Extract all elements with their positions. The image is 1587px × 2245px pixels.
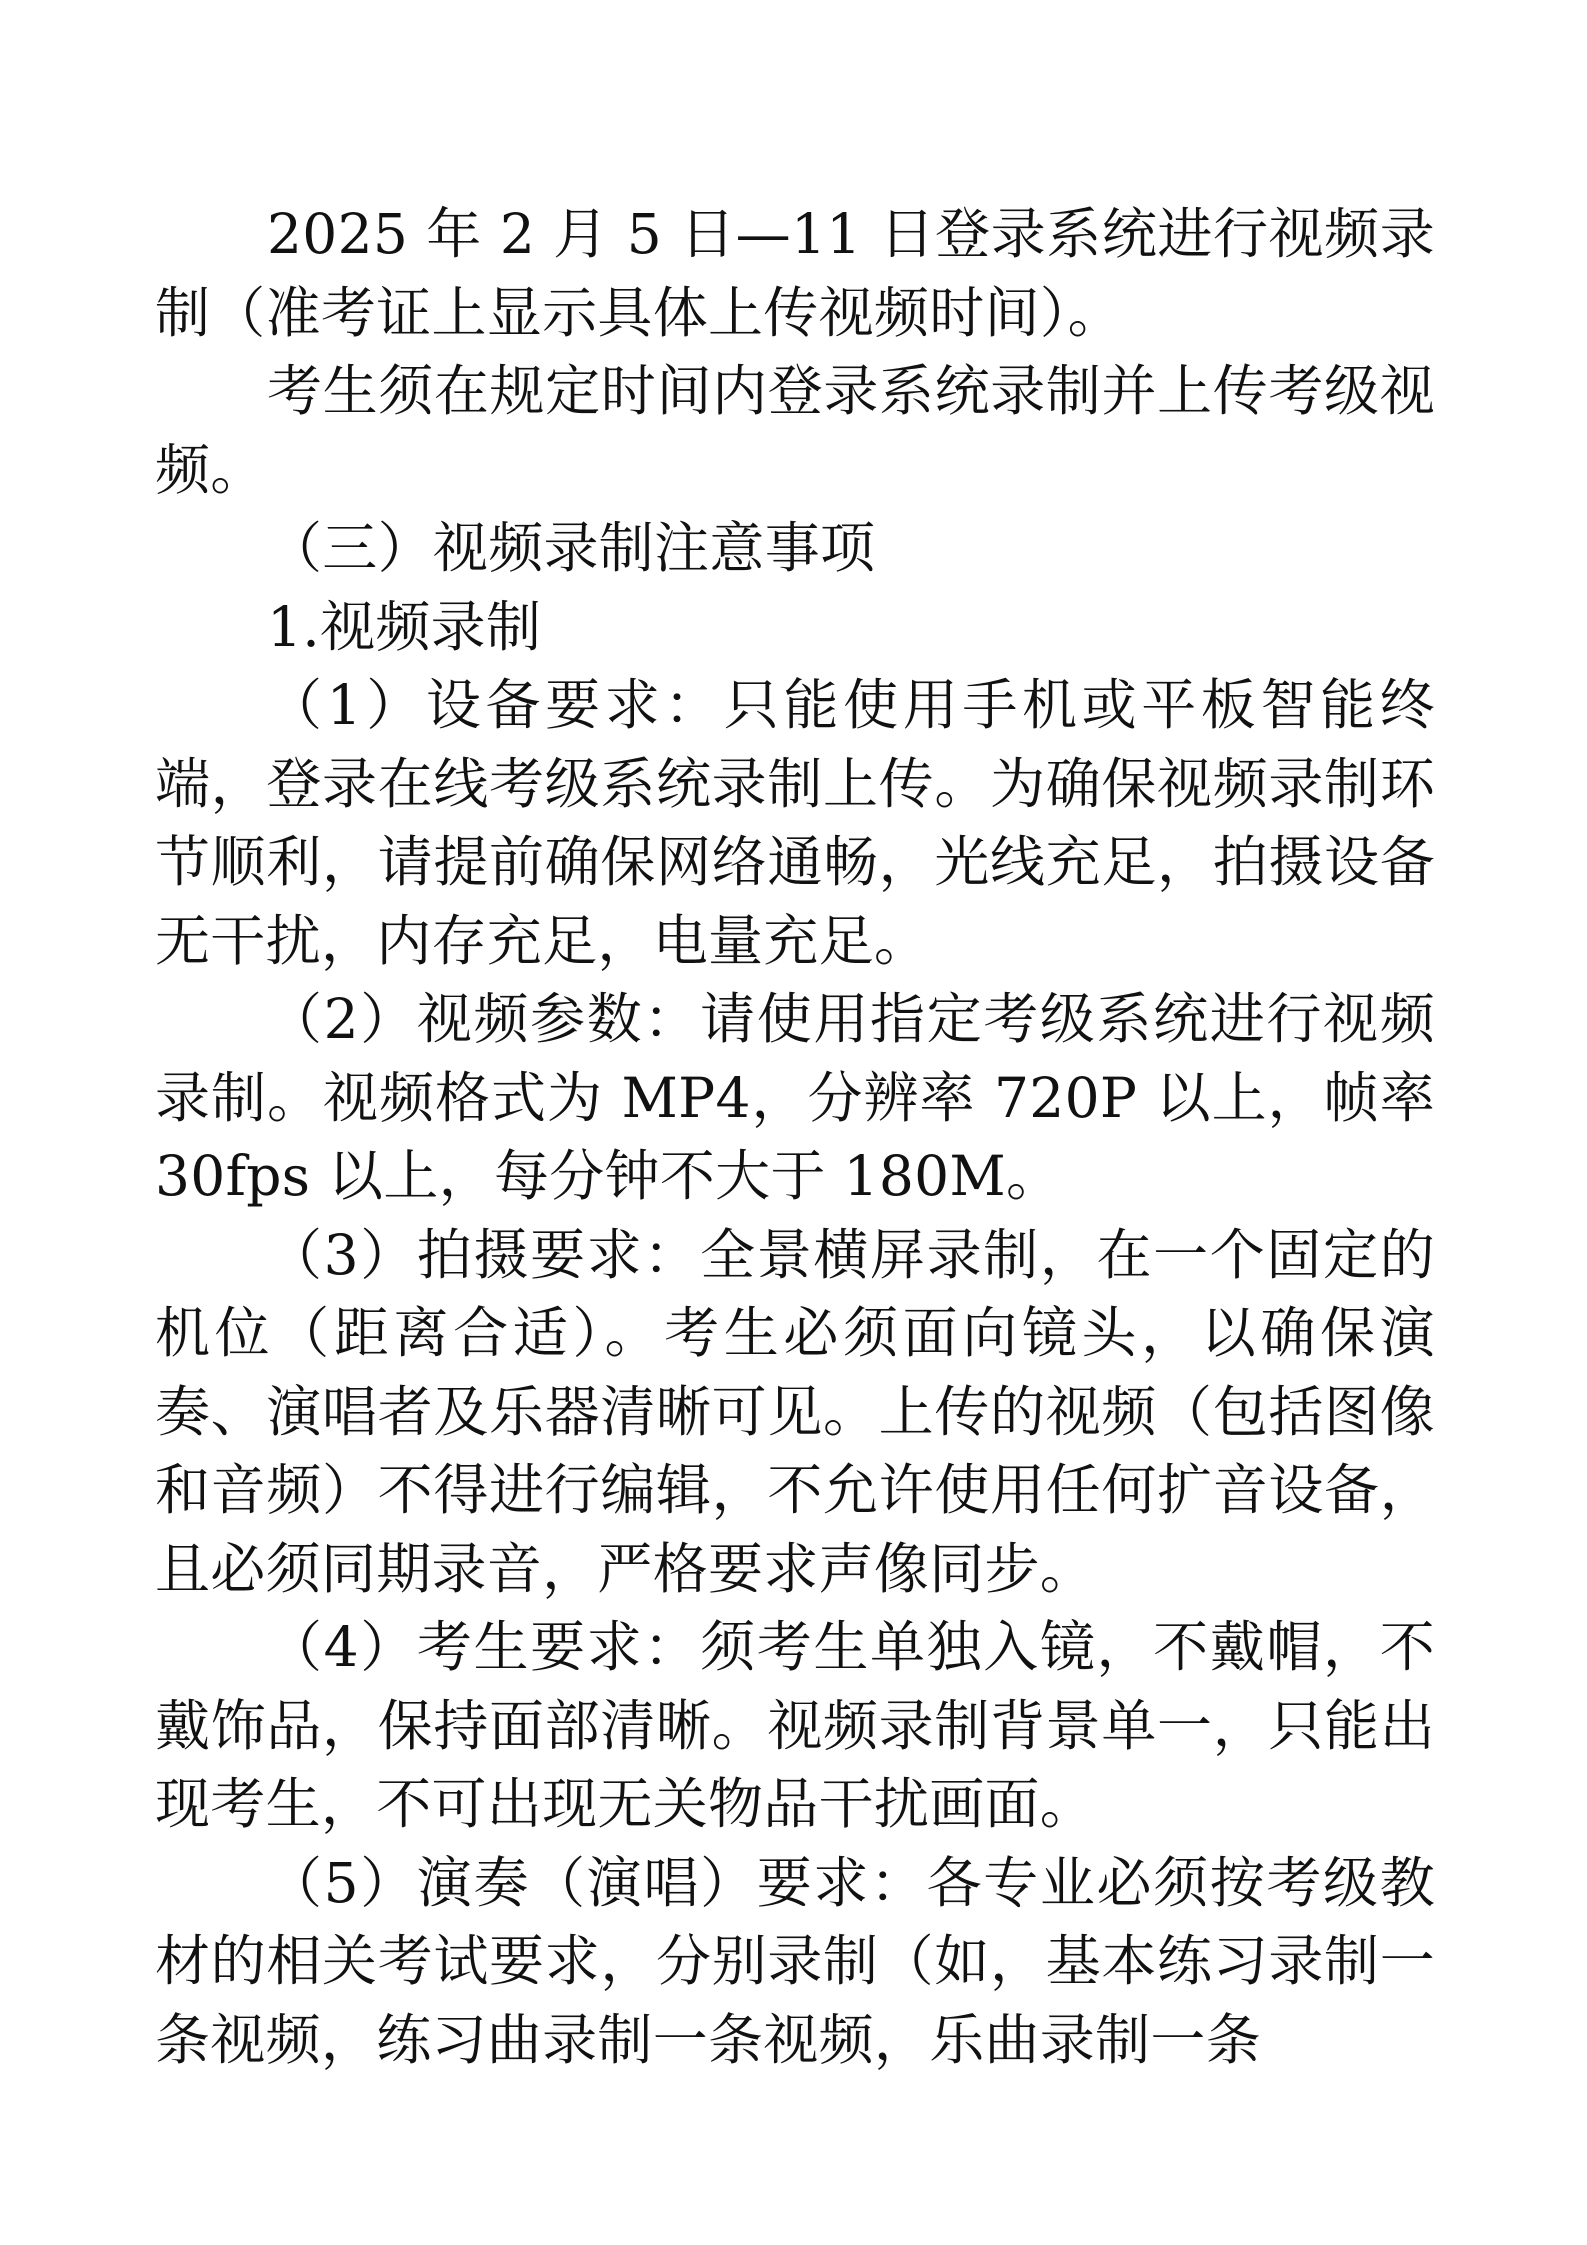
paragraph-candidate-requirements: （4）考生要求：须考生单独入镜，不戴帽，不戴饰品，保持面部清晰。视频录制背景单一，只能出现考生，不可出现无关物品干扰画面。 [155,1615,1435,1836]
document-body [155,195,1435,2079]
paragraph-upload-period: 2025 年 2 月 5 日—11 日登录系统进行视频录制（准考证上显示具体上传视频时间）。 [155,202,1435,345]
section-heading-video-notes: （三）视频录制注意事项 [267,516,876,580]
paragraph-upload-requirement: 考生须在规定时间内登录系统录制并上传考级视频。 [155,359,1435,502]
subheading-video-recording: 1.视频录制 [267,594,542,659]
paragraph-shooting-requirements: （3）拍摄要求：全景横屏录制，在一个固定的机位（距离合适）。考生必须面向镜头，以确保演奏、演唱者及乐器清晰可见。上传的视频（包括图像和音频）不得进行编辑，不允许使用任何扩音设备，且必须同期录音，严格要求声像同步。 [155,1222,1435,1601]
paragraph-performance-requirements: （5）演奏（演唱）要求：各专业必须按考级教材的相关考试要求，分别录制（如，基本练习录制一条视频，练习曲录制一条视频，乐曲录制一条 [155,1850,1435,2072]
paragraph-device-requirements: （1）设备要求：只能使用手机或平板智能终端，登录在线考级系统录制上传。为确保视频录制环节顺利，请提前确保网络通畅，光线充足，拍摄设备无干扰，内存充足，电量充足。 [155,673,1435,973]
paragraph-video-parameters: （2）视频参数：请使用指定考级系统进行视频录制。视频格式为 MP4，分辨率 720P 以上，帧率 30fps 以上，每分钟不大于 180M。 [155,987,1435,1208]
